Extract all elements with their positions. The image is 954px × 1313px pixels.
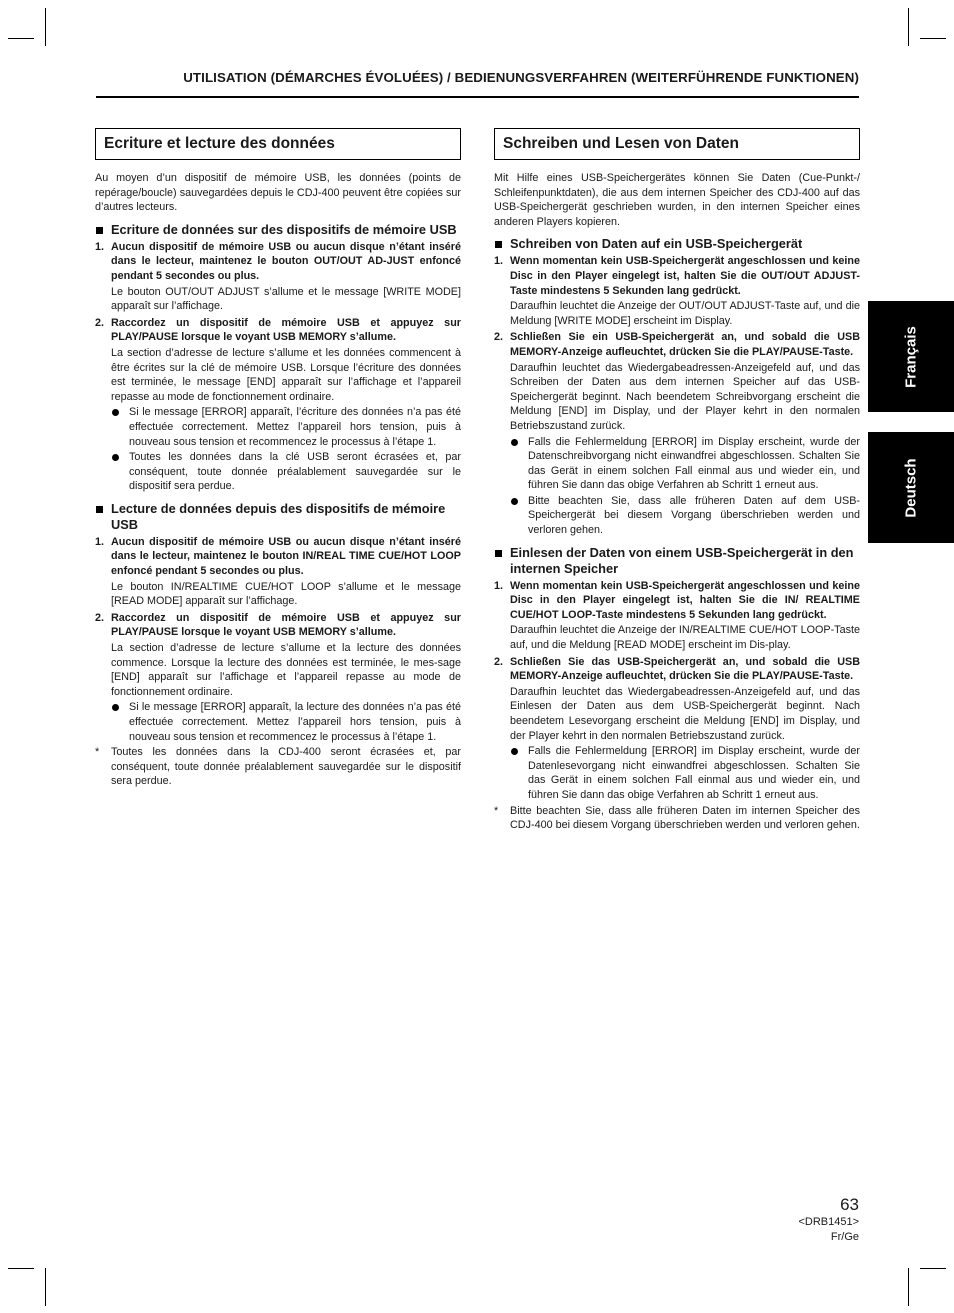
- tab-label: Deutsch: [902, 457, 920, 518]
- step: [494, 254, 860, 328]
- crop-mark: [8, 1268, 34, 1269]
- step: [494, 579, 860, 653]
- step-description: Daraufhin leuchtet das Wiedergabeadressen-Anzeigefeld auf, und das Schreiben der Daten aus dem internen Speicher auf das USB-Speichergerät beginnt. Nach beendetem Schreibvorgang erscheint die Meldung [END] im Display, und der Player kehrt in den normalen Betriebszustand zurück.: [510, 361, 860, 432]
- step-number: 1.: [95, 240, 105, 253]
- footnote: [494, 804, 860, 833]
- step: [494, 655, 860, 803]
- step-number: 1.: [494, 255, 504, 268]
- bullet-dot-icon: [511, 498, 518, 505]
- bullet-dot-icon: [112, 409, 119, 416]
- bullet-dot-icon: [511, 439, 518, 446]
- subsection-title: Schreiben von Daten auf ein USB-Speichergerät: [510, 236, 803, 252]
- step-description: Daraufhin leuchtet die Anzeige der OUT/OUT ADJUST-Taste auf, und die Meldung [WRITE MODE] erscheint im Display.: [510, 300, 860, 327]
- tab-francais: [868, 301, 954, 412]
- subsection-title: Einlesen der Daten von einem USB-Speichergerät in den internen Speicher: [510, 544, 854, 576]
- bullet-text: Falls die Fehlermeldung [ERROR] im Display erscheint, wurde der Datenschreibvorgang nicht einwandfrei abgeschlossen. Schalten Sie das Gerät in einem solchen Fall einmal aus und wieder ein, und führen Sie dann das obige Verfahren ab Schritt 1 erneut aus.: [528, 435, 860, 492]
- step-number: 1.: [494, 579, 504, 592]
- step-description: Daraufhin leuchtet das Wiedergabeadressen-Anzeigefeld auf, und das Einlesen der Daten aus dem USB-Speichergerät beginnt. Nach beendetem Lesevorgang erscheint die Meldung [END] im Display, und der Player kehrt in den normalen Betriebszustand zurück.: [510, 685, 860, 742]
- language-code: Fr/Ge: [830, 1231, 859, 1243]
- crop-mark: [908, 8, 909, 46]
- german-column: [494, 128, 860, 833]
- intro-paragraph: Au moyen d’un dispositif de mémoire USB, les données (points de repérage/boucle) sauvegardées depuis le CDJ-400 peuvent être copiées sur d’autres lecteurs.: [95, 172, 461, 214]
- step: [95, 535, 461, 609]
- footnote-text: Toutes les données dans la CDJ-400 seront écrasées et, par conséquent, toute donnée préalablement sauvegardée sur le dispositif sera perdue.: [111, 746, 461, 788]
- tab-label: Français: [902, 325, 920, 388]
- step-number: 2.: [494, 655, 504, 668]
- tab-deutsch: [868, 432, 954, 543]
- step-description: Le bouton IN/REALTIME CUE/HOT LOOP s’allume et le message [READ MODE] apparaît sur l’affichage.: [111, 580, 461, 608]
- step-instruction: Raccordez un dispositif de mémoire USB et appuyez sur PLAY/PAUSE lorsque le voyant USB MEMORY s’allume.: [111, 611, 461, 639]
- step-instruction: Schließen Sie ein USB-Speichergerät an, und sobald die USB MEMORY-Anzeige aufleuchtet, drücken Sie die PLAY/PAUSE-Taste.: [510, 331, 860, 358]
- square-bullet-icon: [495, 241, 502, 248]
- step-instruction: Wenn momentan kein USB-Speichergerät angeschlossen und keine Disc in den Player eingelegt ist, halten Sie die OUT/OUT ADJUST-Taste mindestens 5 Sekunden lang gedrückt.: [510, 255, 860, 297]
- french-column: [95, 128, 461, 789]
- crop-mark: [920, 38, 946, 39]
- step: [494, 330, 860, 537]
- crop-mark: [45, 8, 46, 46]
- footnote: [95, 745, 461, 789]
- intro-paragraph: Mit Hilfe eines USB-Speichergerätes können Sie Daten (Cue-Punkt-/ Schleifenpunktdaten), die aus dem internen Speicher des CDJ-400 auf das USB-Speichergerät geschrieben wurden, in den internen Speicher eines anderen Players kopieren.: [494, 172, 860, 228]
- asterisk-mark: *: [95, 746, 100, 759]
- crop-mark: [908, 1268, 909, 1306]
- step: [95, 316, 461, 494]
- bullet-item: [111, 450, 461, 494]
- step-number: 2.: [95, 316, 105, 329]
- step-description: La section d’adresse de lecture s’allume et la lecture des données commence. Lorsque la lecture des données est terminée, le mes-sage [END] apparaît sur l’affichage et l’appareil repasse au mode de fonctionnement ordinaire.: [111, 642, 461, 698]
- subsection-heading: [95, 222, 461, 238]
- section-title: Schreiben und Lesen von Daten: [494, 128, 860, 160]
- subsection-heading: [95, 501, 461, 533]
- square-bullet-icon: [96, 227, 103, 234]
- bullet-dot-icon: [511, 748, 518, 755]
- step-description: Le bouton OUT/OUT ADJUST s’allume et le message [WRITE MODE] apparaît sur l’affichage.: [111, 285, 461, 313]
- step-instruction: Wenn momentan kein USB-Speichergerät angeschlossen und keine Disc in den Player eingelegt ist, halten Sie die IN/ REALTIME CUE/HOT LOOP-Taste mindestens 5 Sekunden lang gedrückt.: [510, 579, 860, 621]
- footnote-text: Bitte beachten Sie, dass alle früheren Daten im internen Speicher des CDJ-400 bei diesem Vorgang überschrieben werden und verloren gehen.: [510, 804, 860, 832]
- crop-mark: [920, 1268, 946, 1269]
- bullet-dot-icon: [112, 454, 119, 461]
- bullet-text: Falls die Fehlermeldung [ERROR] im Display erscheint, wurde der Datenlesevorgang nicht einwandfrei abgeschlossen. Schalten Sie das Gerät in einem solchen Fall einmal aus und wieder ein, und führen Sie dann das obige Verfahren ab Schritt 1 erneut aus.: [528, 745, 860, 801]
- step: [95, 240, 461, 314]
- bullet-item: [111, 700, 461, 744]
- section-title: Ecriture et lecture des données: [95, 128, 461, 160]
- page-number: 63: [840, 1195, 859, 1214]
- bullet-item: [510, 744, 860, 802]
- step-instruction: Raccordez un dispositif de mémoire USB et appuyez sur PLAY/PAUSE lorsque le voyant USB MEMORY s’allume.: [111, 316, 461, 344]
- bullet-item: [510, 435, 860, 493]
- step-description: La section d’adresse de lecture s’allume et les données commencent à être écrites sur la clé de mémoire USB. Lorsque l’écriture des données est terminée, le message [END] apparaît sur l’affichage et l’appareil repasse au mode de fonctionnement ordinaire.: [111, 346, 461, 403]
- step-instruction: Aucun dispositif de mémoire USB ou aucun disque n’étant inséré dans le lecteur, maintenez le bouton IN/REAL TIME CUE/HOT LOOP enfoncé pendant 5 secondes ou plus.: [111, 535, 461, 578]
- subsection-heading: [494, 236, 860, 252]
- bullet-item: [510, 494, 860, 538]
- step-number: 2.: [494, 331, 504, 344]
- subsection-heading: [494, 545, 860, 577]
- step-number: 1.: [95, 535, 105, 548]
- subsection-title: Lecture de données depuis des dispositifs de mémoire USB: [111, 500, 446, 532]
- square-bullet-icon: [96, 506, 103, 513]
- step-number: 2.: [95, 611, 105, 624]
- square-bullet-icon: [495, 550, 502, 557]
- step: [95, 611, 461, 744]
- subsection-title: Ecriture de données sur des dispositifs de mémoire USB: [111, 221, 457, 237]
- bullet-dot-icon: [112, 704, 119, 711]
- step-instruction: Aucun dispositif de mémoire USB ou aucun disque n’étant inséré dans le lecteur, maintenez le bouton OUT/OUT AD-JUST enfoncé pendant 5 secondes ou plus.: [111, 240, 461, 282]
- bullet-item: [111, 405, 461, 449]
- step-description: Daraufhin leuchtet die Anzeige der IN/REALTIME CUE/HOT LOOP-Taste auf, und die Meldung [READ MODE] erscheint im Dis-play.: [510, 624, 860, 652]
- running-header: UTILISATION (DÉMARCHES ÉVOLUÉES) / BEDIENUNGSVERFAHREN (WEITERFÜHRENDE FUNKTIONEN): [183, 70, 859, 85]
- step-instruction: Schließen Sie das USB-Speichergerät an, und sobald die USB MEMORY-Anzeige aufleuchtet, drücken Sie die PLAY/PAUSE-Taste.: [510, 655, 860, 683]
- bullet-text: Toutes les données dans la clé USB seront écrasées et, par conséquent, toute donnée préalablement sauvegardée sur le dispositif sera perdue.: [129, 451, 461, 493]
- bullet-text: Bitte beachten Sie, dass alle früheren Daten auf dem USB-Speichergerät bei diesem Vorgang überschrieben werden und verloren gehen.: [528, 494, 860, 537]
- bullet-text: Si le message [ERROR] apparaît, l’écriture des données n’a pas été effectuée correctement. Mettez l’appareil hors tension, puis à nouveau sous tension et recommencez le processus à l’étape 1.: [129, 406, 461, 448]
- header-rule: [96, 96, 859, 98]
- crop-mark: [45, 1268, 46, 1306]
- bullet-text: Si le message [ERROR] apparaît, la lecture des données n’a pas été effectuée correctement. Mettez l’appareil hors tension, puis à nouveau sous tension et recommencez le processus à l’étape 1.: [129, 701, 461, 743]
- crop-mark: [8, 38, 34, 39]
- asterisk-mark: *: [494, 804, 499, 817]
- document-code: <DRB1451>: [798, 1216, 859, 1228]
